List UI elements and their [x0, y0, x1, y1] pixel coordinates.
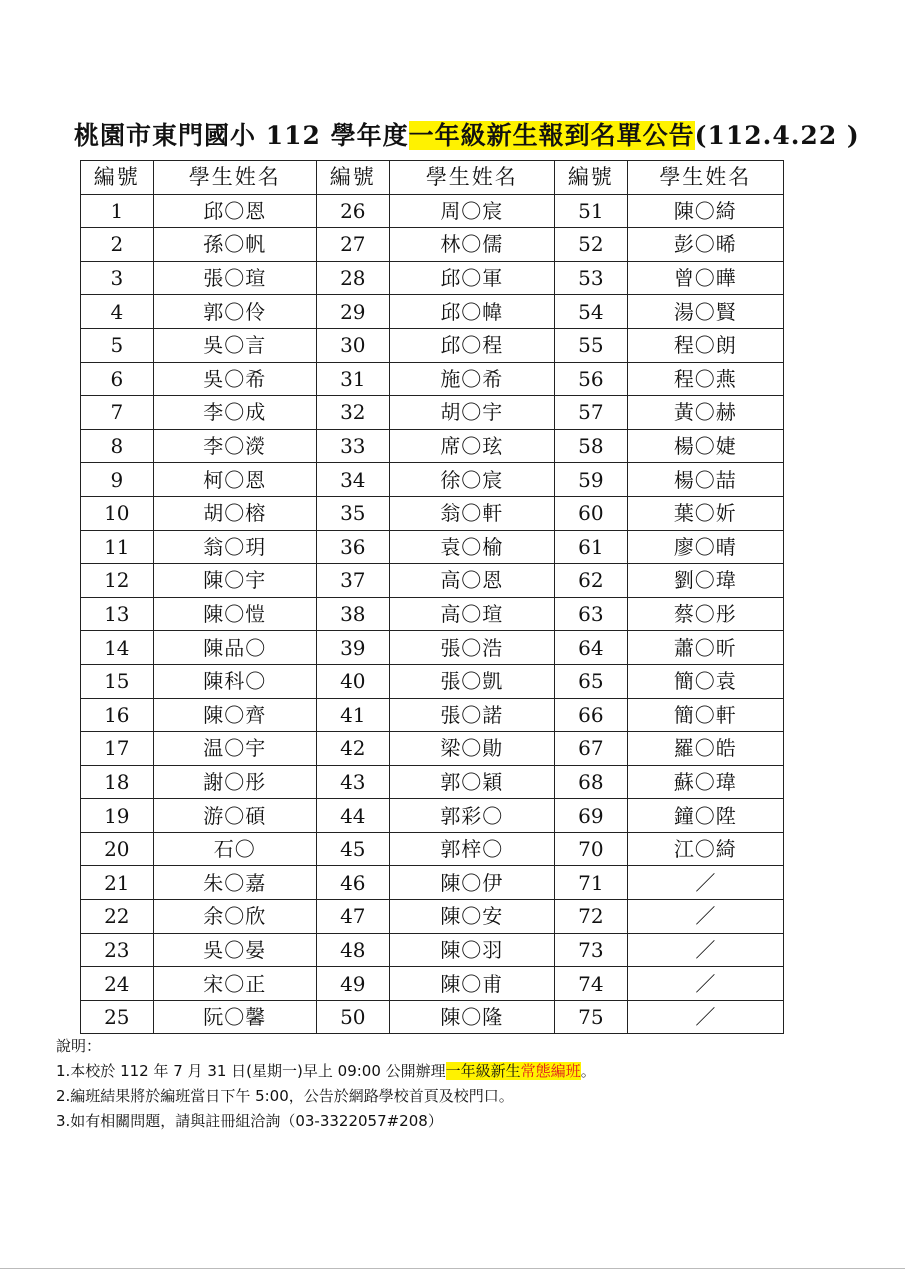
notes-section — [56, 1034, 856, 1134]
student-name-cell: 曾〇曄 — [627, 261, 783, 295]
student-name-cell: 江〇綺 — [627, 832, 783, 866]
student-number-cell: 35 — [317, 496, 390, 530]
student-name-cell: 郭彩〇 — [389, 799, 554, 833]
student-name-cell: 朱〇嘉 — [153, 866, 316, 900]
student-name-cell: 陳〇羽 — [389, 933, 554, 967]
student-number-cell: 24 — [81, 967, 154, 1001]
student-name-cell: 陳〇安 — [389, 900, 554, 934]
student-name-cell: 高〇恩 — [389, 564, 554, 598]
student-number-cell: 75 — [555, 1000, 628, 1034]
student-number-cell: 2 — [81, 228, 154, 262]
student-number-cell: 5 — [81, 328, 154, 362]
column-header: 學生姓名 — [153, 161, 316, 195]
student-number-cell: 42 — [317, 732, 390, 766]
student-number-cell: 10 — [81, 496, 154, 530]
student-name-cell: ／ — [627, 1000, 783, 1034]
column-header: 編號 — [555, 161, 628, 195]
student-number-cell: 16 — [81, 698, 154, 732]
student-number-cell: 37 — [317, 564, 390, 598]
student-name-cell: 吳〇言 — [153, 328, 316, 362]
student-number-cell: 40 — [317, 664, 390, 698]
student-name-cell: 宋〇正 — [153, 967, 316, 1001]
student-number-cell: 58 — [555, 429, 628, 463]
student-roster-table — [80, 160, 784, 1034]
student-name-cell: 陳〇隆 — [389, 1000, 554, 1034]
table-row — [81, 967, 784, 1001]
student-name-cell: 胡〇榕 — [153, 496, 316, 530]
student-number-cell: 64 — [555, 631, 628, 665]
student-number-cell: 46 — [317, 866, 390, 900]
note-line-3: 3.如有相關問題，請與註冊組洽詢（03-3322057#208） — [56, 1112, 443, 1130]
student-name-cell: 羅〇皓 — [627, 732, 783, 766]
student-name-cell: ／ — [627, 933, 783, 967]
student-name-cell: 徐〇宸 — [389, 463, 554, 497]
student-name-cell: 胡〇宇 — [389, 396, 554, 430]
student-name-cell: 黃〇赫 — [627, 396, 783, 430]
note-line-2: 2.編班結果將於編班當日下午 5:00，公告於網路學校首頁及校門口。 — [56, 1087, 514, 1105]
table-row — [81, 261, 784, 295]
student-number-cell: 44 — [317, 799, 390, 833]
table-row — [81, 832, 784, 866]
student-number-cell: 61 — [555, 530, 628, 564]
table-row — [81, 698, 784, 732]
student-name-cell: 翁〇軒 — [389, 496, 554, 530]
student-number-cell: 63 — [555, 597, 628, 631]
student-name-cell: 湯〇賢 — [627, 295, 783, 329]
student-name-cell: 余〇欣 — [153, 900, 316, 934]
student-name-cell: 程〇燕 — [627, 362, 783, 396]
student-number-cell: 60 — [555, 496, 628, 530]
student-name-cell: 張〇凱 — [389, 664, 554, 698]
student-name-cell: 陳科〇 — [153, 664, 316, 698]
student-name-cell: 温〇宇 — [153, 732, 316, 766]
student-number-cell: 17 — [81, 732, 154, 766]
student-number-cell: 52 — [555, 228, 628, 262]
student-number-cell: 8 — [81, 429, 154, 463]
student-name-cell: 邱〇軍 — [389, 261, 554, 295]
table-row — [81, 194, 784, 228]
student-number-cell: 12 — [81, 564, 154, 598]
student-name-cell: 李〇濙 — [153, 429, 316, 463]
column-header: 學生姓名 — [627, 161, 783, 195]
student-name-cell: 郭〇伶 — [153, 295, 316, 329]
student-number-cell: 43 — [317, 765, 390, 799]
student-name-cell: 吳〇晏 — [153, 933, 316, 967]
student-name-cell: 邱〇幃 — [389, 295, 554, 329]
student-name-cell: 高〇瑄 — [389, 597, 554, 631]
student-name-cell: 彭〇晞 — [627, 228, 783, 262]
student-number-cell: 13 — [81, 597, 154, 631]
student-name-cell: 廖〇晴 — [627, 530, 783, 564]
student-number-cell: 73 — [555, 933, 628, 967]
student-name-cell: 葉〇妡 — [627, 496, 783, 530]
student-number-cell: 53 — [555, 261, 628, 295]
table-row — [81, 597, 784, 631]
student-number-cell: 18 — [81, 765, 154, 799]
student-number-cell: 20 — [81, 832, 154, 866]
student-name-cell: 陳品〇 — [153, 631, 316, 665]
student-number-cell: 22 — [81, 900, 154, 934]
student-number-cell: 41 — [317, 698, 390, 732]
table-row — [81, 732, 784, 766]
table-row — [81, 295, 784, 329]
table-row — [81, 429, 784, 463]
student-number-cell: 71 — [555, 866, 628, 900]
student-number-cell: 4 — [81, 295, 154, 329]
student-number-cell: 59 — [555, 463, 628, 497]
student-name-cell: 施〇希 — [389, 362, 554, 396]
table-row — [81, 530, 784, 564]
student-number-cell: 11 — [81, 530, 154, 564]
student-number-cell: 68 — [555, 765, 628, 799]
student-name-cell: 郭〇穎 — [389, 765, 554, 799]
table-row — [81, 564, 784, 598]
student-name-cell: 席〇玹 — [389, 429, 554, 463]
student-name-cell: 吳〇希 — [153, 362, 316, 396]
student-number-cell: 27 — [317, 228, 390, 262]
student-name-cell: 鐘〇陞 — [627, 799, 783, 833]
table-row — [81, 463, 784, 497]
table-row — [81, 664, 784, 698]
student-number-cell: 6 — [81, 362, 154, 396]
table-row — [81, 900, 784, 934]
student-name-cell: 蘇〇瑋 — [627, 765, 783, 799]
student-name-cell: 蔡〇彤 — [627, 597, 783, 631]
student-name-cell: 陳〇齊 — [153, 698, 316, 732]
student-name-cell: 阮〇馨 — [153, 1000, 316, 1034]
student-name-cell: 邱〇恩 — [153, 194, 316, 228]
table-header-row — [81, 161, 784, 195]
student-number-cell: 30 — [317, 328, 390, 362]
student-name-cell: 孫〇帆 — [153, 228, 316, 262]
column-header: 編號 — [81, 161, 154, 195]
student-name-cell: 蕭〇昕 — [627, 631, 783, 665]
student-name-cell: 石〇 — [153, 832, 316, 866]
note-line-1 — [56, 1059, 856, 1084]
student-name-cell: 謝〇彤 — [153, 765, 316, 799]
student-number-cell: 34 — [317, 463, 390, 497]
student-number-cell: 33 — [317, 429, 390, 463]
student-number-cell: 65 — [555, 664, 628, 698]
student-number-cell: 67 — [555, 732, 628, 766]
student-number-cell: 32 — [317, 396, 390, 430]
page-title — [74, 116, 860, 152]
student-name-cell: 李〇成 — [153, 396, 316, 430]
student-number-cell: 31 — [317, 362, 390, 396]
table-row — [81, 496, 784, 530]
student-name-cell: 翁〇玥 — [153, 530, 316, 564]
student-name-cell: ／ — [627, 900, 783, 934]
student-number-cell: 47 — [317, 900, 390, 934]
table-row — [81, 228, 784, 262]
student-number-cell: 28 — [317, 261, 390, 295]
student-number-cell: 51 — [555, 194, 628, 228]
student-number-cell: 70 — [555, 832, 628, 866]
table-row — [81, 396, 784, 430]
column-header: 學生姓名 — [389, 161, 554, 195]
student-name-cell: 陳〇宇 — [153, 564, 316, 598]
notes-heading: 說明： — [56, 1037, 102, 1055]
student-number-cell: 29 — [317, 295, 390, 329]
student-name-cell: 陳〇愷 — [153, 597, 316, 631]
student-number-cell: 48 — [317, 933, 390, 967]
table-row — [81, 362, 784, 396]
student-name-cell: 陳〇綺 — [627, 194, 783, 228]
page-edge-line — [0, 1268, 905, 1269]
student-number-cell: 38 — [317, 597, 390, 631]
student-number-cell: 39 — [317, 631, 390, 665]
student-number-cell: 69 — [555, 799, 628, 833]
student-name-cell: 林〇儒 — [389, 228, 554, 262]
student-name-cell: ／ — [627, 967, 783, 1001]
title-highlight: 一年級新生報到名單公告 — [408, 121, 695, 150]
student-name-cell: ／ — [627, 866, 783, 900]
student-number-cell: 54 — [555, 295, 628, 329]
table-row — [81, 328, 784, 362]
student-number-cell: 25 — [81, 1000, 154, 1034]
student-number-cell: 62 — [555, 564, 628, 598]
student-name-cell: 張〇諾 — [389, 698, 554, 732]
student-name-cell: 楊〇婕 — [627, 429, 783, 463]
note-1-red-highlight: 常態編班 — [520, 1062, 581, 1080]
student-name-cell: 陳〇甫 — [389, 967, 554, 1001]
table-row — [81, 765, 784, 799]
note-1-highlight: 一年級新生 — [445, 1062, 521, 1080]
student-name-cell: 郭梓〇 — [389, 832, 554, 866]
student-number-cell: 55 — [555, 328, 628, 362]
student-number-cell: 45 — [317, 832, 390, 866]
student-name-cell: 楊〇喆 — [627, 463, 783, 497]
column-header: 編號 — [317, 161, 390, 195]
student-number-cell: 7 — [81, 396, 154, 430]
student-name-cell: 張〇瑄 — [153, 261, 316, 295]
student-name-cell: 梁〇勛 — [389, 732, 554, 766]
table-body — [81, 194, 784, 1034]
title-prefix: 桃園市東門國小 112 學年度 — [74, 121, 409, 150]
student-name-cell: 程〇朗 — [627, 328, 783, 362]
student-number-cell: 49 — [317, 967, 390, 1001]
student-number-cell: 19 — [81, 799, 154, 833]
table-row — [81, 631, 784, 665]
student-number-cell: 14 — [81, 631, 154, 665]
table-row — [81, 866, 784, 900]
note-1-end: 。 — [580, 1062, 596, 1080]
student-number-cell: 66 — [555, 698, 628, 732]
student-number-cell: 9 — [81, 463, 154, 497]
student-name-cell: 周〇宸 — [389, 194, 554, 228]
student-name-cell: 簡〇軒 — [627, 698, 783, 732]
student-number-cell: 74 — [555, 967, 628, 1001]
student-number-cell: 50 — [317, 1000, 390, 1034]
student-number-cell: 3 — [81, 261, 154, 295]
student-name-cell: 邱〇程 — [389, 328, 554, 362]
student-name-cell: 游〇碩 — [153, 799, 316, 833]
student-number-cell: 72 — [555, 900, 628, 934]
student-number-cell: 21 — [81, 866, 154, 900]
student-number-cell: 26 — [317, 194, 390, 228]
student-name-cell: 柯〇恩 — [153, 463, 316, 497]
student-number-cell: 23 — [81, 933, 154, 967]
student-number-cell: 36 — [317, 530, 390, 564]
table-row — [81, 933, 784, 967]
student-name-cell: 袁〇榆 — [389, 530, 554, 564]
note-1-text: 1.本校於 112 年 7 月 31 日(星期一)早上 09:00 公開辦理 — [56, 1062, 446, 1080]
table-row — [81, 1000, 784, 1034]
table-row — [81, 799, 784, 833]
student-name-cell: 張〇浩 — [389, 631, 554, 665]
student-number-cell: 56 — [555, 362, 628, 396]
student-number-cell: 1 — [81, 194, 154, 228]
student-number-cell: 15 — [81, 664, 154, 698]
title-date: (112.4.22 ) — [694, 121, 860, 150]
student-name-cell: 陳〇伊 — [389, 866, 554, 900]
student-number-cell: 57 — [555, 396, 628, 430]
student-name-cell: 簡〇袁 — [627, 664, 783, 698]
student-name-cell: 劉〇瑋 — [627, 564, 783, 598]
